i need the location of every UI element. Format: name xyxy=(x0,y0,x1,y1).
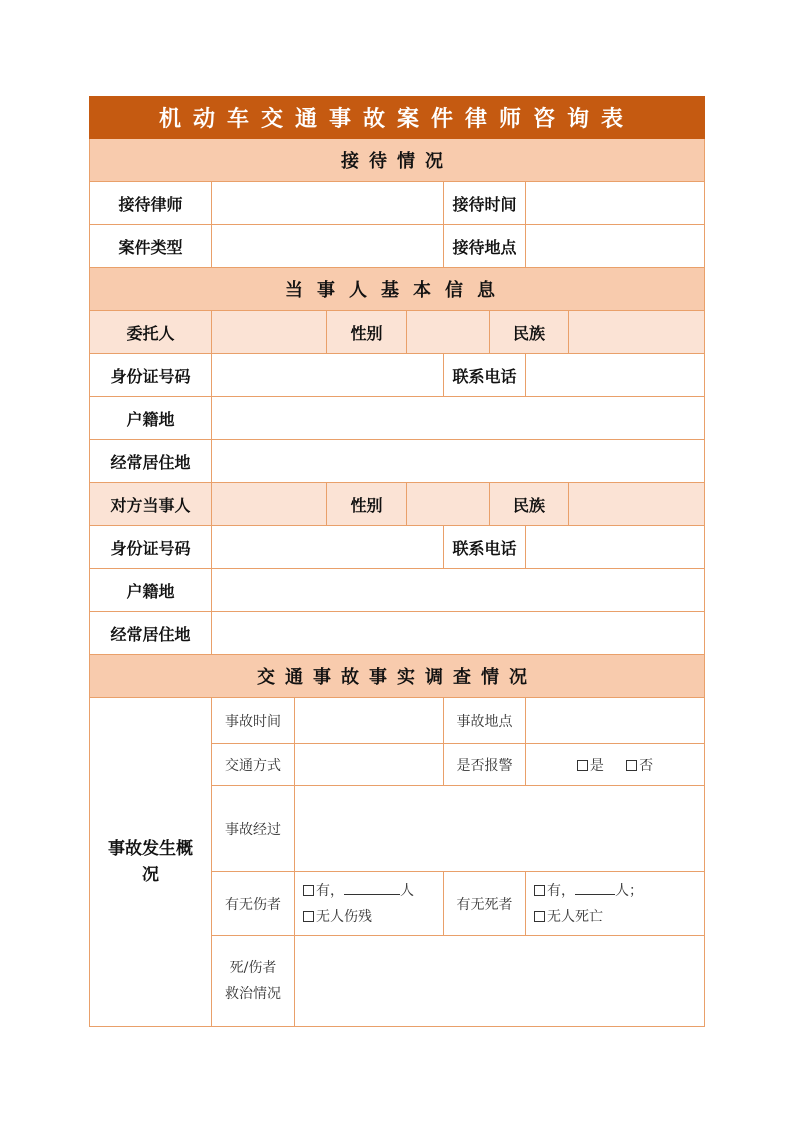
checkbox-icon xyxy=(626,760,637,771)
dead-yes-label: 有， xyxy=(547,882,575,899)
field-accident-place[interactable] xyxy=(526,698,705,744)
checkbox-injured-yes[interactable] xyxy=(303,878,439,904)
label-accident-time: 事故时间 xyxy=(212,698,295,744)
label-reception-place: 接待地点 xyxy=(444,225,526,268)
label-opposing-gender: 性别 xyxy=(327,483,407,526)
label-opposing-id: 身份证号码 xyxy=(90,526,212,569)
label-opposing-domicile: 户籍地 xyxy=(90,569,212,612)
injured-unit: 人 xyxy=(400,882,414,899)
field-police-reported xyxy=(526,744,705,786)
label-accident-overview xyxy=(90,698,212,1027)
injured-yes-label: 有， xyxy=(316,882,344,899)
label-treatment xyxy=(212,936,295,1027)
label-reception-time: 接待时间 xyxy=(444,182,526,225)
label-opposing-ethnicity: 民族 xyxy=(490,483,569,526)
checkbox-dead-yes[interactable] xyxy=(534,878,700,904)
field-opposing-id[interactable] xyxy=(212,526,444,569)
field-injured xyxy=(295,872,444,936)
label-client-gender: 性别 xyxy=(327,311,407,354)
option-yes-label: 是 xyxy=(589,757,604,774)
field-opposing-phone[interactable] xyxy=(526,526,705,569)
option-no-label: 否 xyxy=(639,757,654,774)
field-reception-place[interactable] xyxy=(526,225,705,268)
field-client-ethnicity[interactable] xyxy=(569,311,705,354)
form-title: 机动车交通事故案件律师咨询表 xyxy=(90,97,705,139)
field-client-phone[interactable] xyxy=(526,354,705,397)
label-treatment-line2: 救治情况 xyxy=(225,986,281,1002)
label-client: 委托人 xyxy=(90,311,212,354)
field-accident-process[interactable] xyxy=(295,786,705,872)
checkbox-icon xyxy=(577,760,588,771)
label-accident-place: 事故地点 xyxy=(444,698,526,744)
checkbox-injured-none[interactable] xyxy=(303,904,439,930)
label-client-domicile: 户籍地 xyxy=(90,397,212,440)
field-client-gender[interactable] xyxy=(407,311,490,354)
field-client-domicile[interactable] xyxy=(212,397,705,440)
checkbox-icon xyxy=(534,911,545,922)
label-police-reported: 是否报警 xyxy=(444,744,526,786)
consultation-form xyxy=(89,96,704,1027)
label-accident-process: 事故经过 xyxy=(212,786,295,872)
field-client-id[interactable] xyxy=(212,354,444,397)
label-opposing-residence: 经常居住地 xyxy=(90,612,212,655)
field-dead xyxy=(526,872,705,936)
field-opposing-residence[interactable] xyxy=(212,612,705,655)
checkbox-reported-no[interactable] xyxy=(626,758,653,774)
dead-none-label: 无人死亡 xyxy=(547,908,603,925)
label-treatment-line1: 死/伤者 xyxy=(229,960,277,976)
checkbox-icon xyxy=(534,885,545,896)
label-opposing-party: 对方当事人 xyxy=(90,483,212,526)
label-opposing-phone: 联系电话 xyxy=(444,526,526,569)
checkbox-icon xyxy=(303,911,314,922)
field-treatment[interactable] xyxy=(295,936,705,1027)
label-client-id: 身份证号码 xyxy=(90,354,212,397)
label-accident-overview-text: 事故发生概况 xyxy=(108,839,193,885)
field-client-residence[interactable] xyxy=(212,440,705,483)
field-opposing-party[interactable] xyxy=(212,483,327,526)
label-client-ethnicity: 民族 xyxy=(490,311,569,354)
dead-unit: 人； xyxy=(615,882,643,899)
field-case-type[interactable] xyxy=(212,225,444,268)
label-reception-lawyer: 接待律师 xyxy=(90,182,212,225)
injured-count-blank[interactable] xyxy=(344,883,400,895)
checkbox-icon xyxy=(303,885,314,896)
label-transport-mode: 交通方式 xyxy=(212,744,295,786)
section-parties: 当事人基本信息 xyxy=(90,268,705,311)
dead-count-blank[interactable] xyxy=(575,883,615,895)
field-accident-time[interactable] xyxy=(295,698,444,744)
injured-none-label: 无人伤残 xyxy=(316,908,372,925)
label-injured: 有无伤者 xyxy=(212,872,295,936)
field-reception-lawyer[interactable] xyxy=(212,182,444,225)
field-client[interactable] xyxy=(212,311,327,354)
field-opposing-gender[interactable] xyxy=(407,483,490,526)
field-reception-time[interactable] xyxy=(526,182,705,225)
label-dead: 有无死者 xyxy=(444,872,526,936)
field-opposing-ethnicity[interactable] xyxy=(569,483,705,526)
label-case-type: 案件类型 xyxy=(90,225,212,268)
section-facts: 交通事故事实调查情况 xyxy=(90,655,705,698)
field-opposing-domicile[interactable] xyxy=(212,569,705,612)
form-table xyxy=(89,96,705,1027)
checkbox-reported-yes[interactable] xyxy=(577,758,604,774)
field-transport-mode[interactable] xyxy=(295,744,444,786)
label-client-phone: 联系电话 xyxy=(444,354,526,397)
checkbox-dead-none[interactable] xyxy=(534,904,700,930)
section-reception: 接待情况 xyxy=(90,139,705,182)
label-client-residence: 经常居住地 xyxy=(90,440,212,483)
